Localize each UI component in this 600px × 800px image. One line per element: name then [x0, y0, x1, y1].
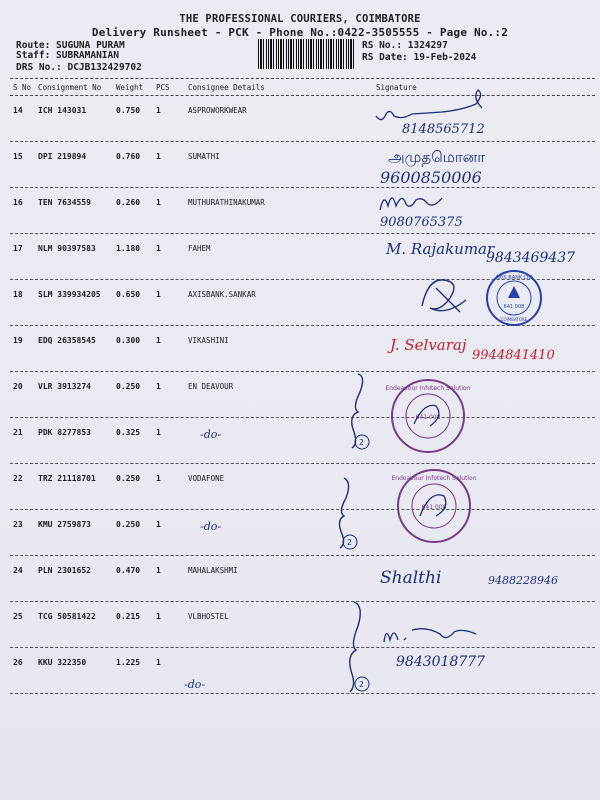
table-row [10, 510, 595, 556]
row-pcs: 1 [156, 658, 161, 667]
row-consignment-no: NLM 90397583 [38, 244, 96, 253]
axis-stamp-city: COIMBATORE [500, 317, 528, 322]
row-consignee: ASPROWORKWEAR [188, 106, 247, 115]
row-consignment-no: SLM 339934205 [38, 290, 101, 299]
row-consignee: FAHEM [188, 244, 211, 253]
row-consignment-no: EDQ 26358545 [38, 336, 96, 345]
rs-number: RS No.: 1324297 [362, 40, 448, 51]
ditto-r23: -do- [200, 520, 222, 533]
endeavour-stamp-1-name: Endeavour Infotech Solution [385, 385, 471, 392]
row-consignment-no: TCG 50581422 [38, 612, 96, 621]
r24-phone: 9488228946 [488, 574, 558, 587]
route-label: Route: SUGUNA PURAM [16, 40, 125, 51]
col-consignment: Consignment No [38, 83, 102, 92]
row-weight: 0.250 [116, 520, 141, 529]
row-weight: 0.325 [116, 428, 141, 437]
brace-r25-r26 [342, 600, 374, 696]
row-consignee: VLBHOSTEL [188, 612, 229, 621]
row-pcs: 1 [156, 566, 161, 575]
r24-name: Shalthi [380, 568, 442, 588]
table-row [10, 648, 595, 694]
col-signature: Signature [376, 83, 417, 92]
row-pcs: 1 [156, 382, 161, 391]
row-weight: 0.260 [116, 198, 141, 207]
drs-number: DRS No.: DCJB132429702 [16, 62, 142, 73]
table-header [10, 78, 595, 96]
row-consignment-no: VLR 3913274 [38, 382, 91, 391]
endeavour-stamp-2-name: Endeavour Infotech Solution [391, 475, 477, 482]
row-sno: 22 [13, 474, 23, 483]
row-consignment-no: ICH 143031 [38, 106, 87, 115]
endeavour-stamp-1-code: 641 008 [415, 414, 441, 421]
row-sno: 16 [13, 198, 23, 207]
row-sno: 17 [13, 244, 23, 253]
row-consignee: SUMATHI [188, 152, 220, 161]
row-sno: 26 [13, 658, 23, 667]
col-consignee: Consignee Details [188, 83, 265, 92]
r19-name: J. Selvaraj [390, 336, 467, 354]
row-pcs: 1 [156, 290, 161, 299]
axis-stamp-name: AXIS BANK LTD [495, 275, 533, 281]
row-sno: 20 [13, 382, 23, 391]
svg-text:2: 2 [359, 680, 364, 689]
row-sno: 14 [13, 106, 23, 115]
signature-r16 [376, 188, 446, 216]
row-pcs: 1 [156, 612, 161, 621]
row-weight: 0.250 [116, 382, 141, 391]
row-pcs: 1 [156, 152, 161, 161]
row-pcs: 1 [156, 474, 161, 483]
row-consignment-no: PLN 2301652 [38, 566, 91, 575]
r25-phone: 9843018777 [396, 654, 486, 670]
row-weight: 0.470 [116, 566, 141, 575]
ditto-r26: -do- [184, 678, 206, 691]
row-pcs: 1 [156, 198, 161, 207]
row-weight: 0.300 [116, 336, 141, 345]
r14-phone: 8148565712 [402, 122, 485, 137]
barcode [258, 39, 356, 69]
row-pcs: 1 [156, 428, 161, 437]
row-consignee: VIKASHINI [188, 336, 229, 345]
table-row [10, 142, 595, 188]
row-consignment-no: KKU 322350 [38, 658, 87, 667]
col-pcs: PCS [156, 83, 170, 92]
staff-label: Staff: SUBRAMANIAN [16, 50, 119, 61]
row-consignee: MUTHURATHINAKUMAR [188, 198, 265, 207]
r17-phone: 9843469437 [486, 250, 576, 266]
endeavour-stamp-2-code: 641 008 [421, 504, 447, 511]
row-pcs: 1 [156, 336, 161, 345]
row-consignment-no: DPI 219894 [38, 152, 87, 161]
company-title: THE PROFESSIONAL COURIERS, COIMBATORE [179, 13, 421, 25]
runsheet-subtitle: Delivery Runsheet - PCK - Phone No.:0422-3505555 - Page No.:2 [91, 26, 509, 39]
table-row [10, 372, 595, 418]
signature-r18 [416, 272, 476, 322]
row-weight: 0.215 [116, 612, 141, 621]
row-consignment-no: PDK 8277853 [38, 428, 91, 437]
row-sno: 23 [13, 520, 23, 529]
svg-text:2: 2 [347, 538, 352, 547]
row-consignee: AXISBANK.SANKAR [188, 290, 256, 299]
row-sno: 19 [13, 336, 23, 345]
row-weight: 1.225 [116, 658, 141, 667]
table-row [10, 96, 595, 142]
brace-r20-r21 [344, 372, 374, 452]
row-sno: 24 [13, 566, 23, 575]
row-consignment-no: TEN 7634559 [38, 198, 91, 207]
rs-date: RS Date: 19-Feb-2024 [362, 52, 477, 63]
svg-text:2: 2 [359, 438, 364, 447]
row-consignment-no: KMU 2759873 [38, 520, 91, 529]
row-sno: 21 [13, 428, 23, 437]
signature-r25 [380, 622, 480, 648]
endeavour-stamp-2 [392, 466, 482, 546]
row-sno: 25 [13, 612, 23, 621]
row-sno: 18 [13, 290, 23, 299]
row-weight: 0.250 [116, 474, 141, 483]
row-pcs: 1 [156, 520, 161, 529]
r19-phone: 9944841410 [472, 348, 555, 363]
r15-phone: 9600850006 [380, 168, 482, 187]
row-consignment-no: TRZ 21118701 [38, 474, 96, 483]
table-row [10, 602, 595, 648]
row-weight: 0.750 [116, 106, 141, 115]
ditto-r21: -do- [200, 428, 222, 441]
table-row [10, 188, 595, 234]
table-row [10, 464, 595, 510]
axis-bank-stamp [484, 268, 544, 328]
row-pcs: 1 [156, 244, 161, 253]
row-weight: 0.760 [116, 152, 141, 161]
endeavour-stamp-1 [384, 376, 474, 456]
axis-stamp-code: 641 008 [503, 304, 525, 310]
row-weight: 0.650 [116, 290, 141, 299]
r15-name: அமுதமொனா [388, 148, 486, 166]
col-sno: S No [13, 83, 32, 92]
row-sno: 15 [13, 152, 23, 161]
brace-r22-r23 [332, 476, 362, 552]
row-pcs: 1 [156, 106, 161, 115]
r16-phone: 9080765375 [380, 215, 463, 230]
table-row [10, 418, 595, 464]
row-consignee: MAHALAKSHMI [188, 566, 238, 575]
row-weight: 1.180 [116, 244, 141, 253]
col-weight: Weight [116, 83, 144, 92]
r17-name: M. Rajakumar [386, 240, 495, 258]
row-consignee: VODAFONE [188, 474, 225, 483]
row-consignee: EN DEAVOUR [188, 382, 234, 391]
